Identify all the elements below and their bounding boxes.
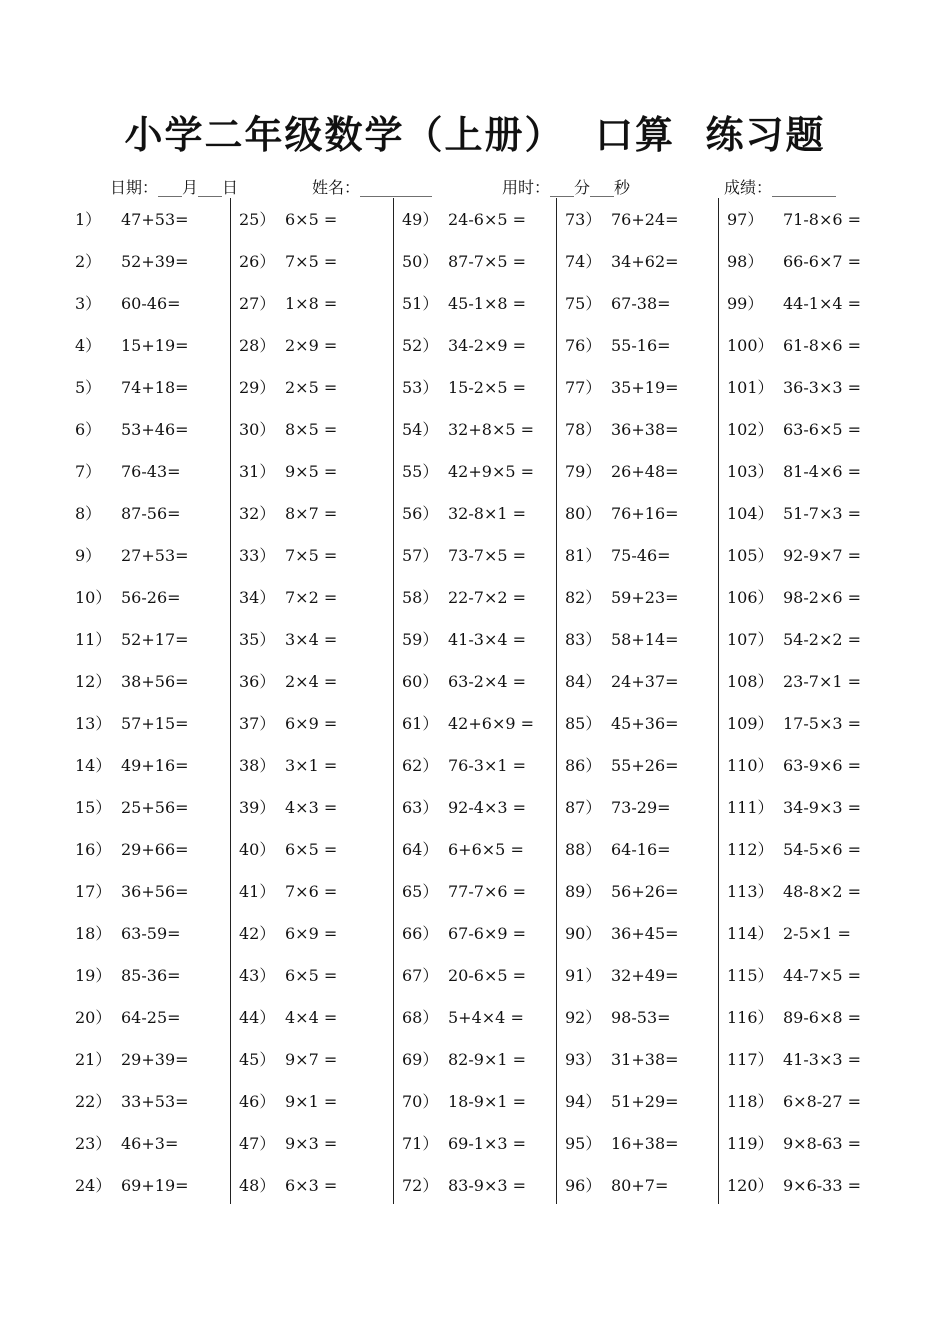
exercise-number: 85） [565,714,602,733]
exercise-number: 88） [565,840,602,859]
exercise-expression: 73-7×5 = [448,546,527,565]
exercise-number: 38） [239,756,276,775]
exercise-number: 91） [565,966,602,985]
exercise-number: 44） [239,1008,276,1027]
exercise-expression: 44-1×4 = [783,294,862,313]
exercise-expression: 76-43= [121,462,181,481]
exercise-expression: 53+46= [121,420,189,439]
exercise-number: 42） [239,924,276,943]
exercise-number: 24） [75,1176,112,1195]
exercise-expression: 16+38= [611,1134,679,1153]
exercise-number: 84） [565,672,602,691]
exercise-expression: 24-6×5 = [448,210,527,229]
exercise-number: 68） [402,1008,439,1027]
exercise-expression: 45-1×8 = [448,294,527,313]
exercise-column-4 [556,198,719,1204]
exercise-expression: 82-9×1 = [448,1050,527,1069]
exercise-column-3 [393,198,557,1204]
exercise-number: 64） [402,840,439,859]
exercise-number: 56） [402,504,439,523]
exercise-expression: 8×5 = [285,420,338,439]
exercise-expression: 36+38= [611,420,679,439]
exercise-number: 55） [402,462,439,481]
exercise-expression: 4×3 = [285,798,338,817]
exercise-expression: 54-2×2 = [783,630,862,649]
exercise-expression: 15+19= [121,336,189,355]
exercise-expression: 9×6-33 = [783,1176,862,1195]
exercise-number: 80） [565,504,602,523]
exercise-number: 25） [239,210,276,229]
exercise-number: 92） [565,1008,602,1027]
exercise-number: 7） [75,462,102,481]
exercise-expression: 8×7 = [285,504,338,523]
exercise-expression: 54-5×6 = [783,840,862,859]
exercise-number: 33） [239,546,276,565]
exercise-number: 23） [75,1134,112,1153]
exercise-number: 45） [239,1050,276,1069]
exercise-expression: 55+26= [611,756,679,775]
exercise-number: 3） [75,294,102,313]
exercise-expression: 76+24= [611,210,679,229]
exercise-number: 103） [727,462,774,481]
exercise-number: 22） [75,1092,112,1111]
exercise-number: 11） [75,630,112,649]
exercise-number: 75） [565,294,602,313]
exercise-number: 9） [75,546,102,565]
exercise-number: 71） [402,1134,439,1153]
exercise-expression: 52+39= [121,252,189,271]
exercise-expression: 80+7= [611,1176,669,1195]
exercise-number: 112） [727,840,774,859]
exercise-number: 74） [565,252,602,271]
exercise-expression: 55-16= [611,336,671,355]
exercise-expression: 7×6 = [285,882,338,901]
exercise-expression: 69+19= [121,1176,189,1195]
exercise-expression: 2-5×1 = [783,924,851,943]
exercise-number: 4） [75,336,102,355]
exercise-number: 20） [75,1008,112,1027]
exercise-number: 28） [239,336,276,355]
exercise-expression: 42+6×9 = [448,714,535,733]
exercise-number: 81） [565,546,602,565]
exercise-expression: 49+16= [121,756,189,775]
exercise-expression: 6×5 = [285,840,338,859]
exercise-number: 72） [402,1176,439,1195]
exercise-number: 1） [75,210,102,229]
exercise-number: 10） [75,588,112,607]
exercise-number: 34） [239,588,276,607]
exercise-expression: 51-7×3 = [783,504,862,523]
exercise-expression: 32-8×1 = [448,504,527,523]
exercise-expression: 3×1 = [285,756,338,775]
exercise-number: 21） [75,1050,112,1069]
exercise-expression: 9×7 = [285,1050,338,1069]
exercise-number: 41） [239,882,276,901]
exercise-number: 40） [239,840,276,859]
exercise-expression: 17-5×3 = [783,714,862,733]
exercise-number: 35） [239,630,276,649]
exercise-expression: 6×3 = [285,1176,338,1195]
exercise-expression: 45+36= [611,714,679,733]
exercise-expression: 6×9 = [285,714,338,733]
exercise-expression: 15-2×5 = [448,378,527,397]
exercise-expression: 71-8×6 = [783,210,862,229]
exercise-expression: 6×5 = [285,966,338,985]
exercise-number: 99） [727,294,764,313]
exercise-number: 62） [402,756,439,775]
exercise-expression: 2×4 = [285,672,338,691]
exercise-number: 93） [565,1050,602,1069]
exercise-expression: 41-3×4 = [448,630,527,649]
exercise-number: 70） [402,1092,439,1111]
exercise-number: 12） [75,672,112,691]
exercise-expression: 9×5 = [285,462,338,481]
exercise-number: 43） [239,966,276,985]
exercise-expression: 66-6×7 = [783,252,862,271]
exercise-expression: 59+23= [611,588,679,607]
exercise-expression: 2×5 = [285,378,338,397]
exercise-number: 53） [402,378,439,397]
exercise-column-1 [75,198,230,1204]
exercise-number: 96） [565,1176,602,1195]
exercise-expression: 69-1×3 = [448,1134,527,1153]
exercise-number: 107） [727,630,774,649]
exercise-expression: 35+19= [611,378,679,397]
exercise-number: 49） [402,210,439,229]
exercise-expression: 56-26= [121,588,181,607]
exercise-expression: 31+38= [611,1050,679,1069]
exercise-expression: 64-16= [611,840,671,859]
exercise-number: 119） [727,1134,774,1153]
exercise-expression: 9×3 = [285,1134,338,1153]
exercise-number: 36） [239,672,276,691]
exercise-expression: 27+53= [121,546,189,565]
date-field: 日期：___月___日 [110,178,239,197]
exercise-expression: 98-53= [611,1008,671,1027]
exercise-expression: 23-7×1 = [783,672,862,691]
exercise-expression: 64-25= [121,1008,181,1027]
exercise-number: 104） [727,504,774,523]
exercise-expression: 7×2 = [285,588,338,607]
exercise-expression: 41-3×3 = [783,1050,862,1069]
exercise-number: 115） [727,966,774,985]
exercise-number: 60） [402,672,439,691]
exercise-expression: 5+4×4 = [448,1008,524,1027]
exercise-expression: 34-9×3 = [783,798,862,817]
exercise-number: 5） [75,378,102,397]
exercise-expression: 52+17= [121,630,189,649]
exercise-number: 76） [565,336,602,355]
exercise-number: 89） [565,882,602,901]
exercise-expression: 81-4×6 = [783,462,862,481]
exercise-number: 114） [727,924,774,943]
exercise-number: 16） [75,840,112,859]
exercise-expression: 32+8×5 = [448,420,535,439]
exercise-expression: 36-3×3 = [783,378,862,397]
exercise-expression: 25+56= [121,798,189,817]
exercise-number: 30） [239,420,276,439]
exercise-number: 113） [727,882,774,901]
exercise-number: 27） [239,294,276,313]
exercise-expression: 6+6×5 = [448,840,524,859]
exercise-number: 90） [565,924,602,943]
exercise-number: 61） [402,714,439,733]
exercise-expression: 87-7×5 = [448,252,527,271]
exercise-expression: 6×8-27 = [783,1092,862,1111]
exercise-number: 29） [239,378,276,397]
exercise-number: 116） [727,1008,774,1027]
exercise-expression: 76+16= [611,504,679,523]
exercise-number: 59） [402,630,439,649]
exercise-expression: 75-46= [611,546,671,565]
exercise-number: 63） [402,798,439,817]
time-field: 用时：___分___秒 [502,178,631,197]
exercise-number: 8） [75,504,102,523]
exercise-number: 67） [402,966,439,985]
exercise-number: 50） [402,252,439,271]
exercise-expression: 56+26= [611,882,679,901]
exercise-number: 66） [402,924,439,943]
exercise-expression: 51+29= [611,1092,679,1111]
exercise-number: 118） [727,1092,774,1111]
exercise-number: 95） [565,1134,602,1153]
exercise-number: 6） [75,420,102,439]
exercise-number: 57） [402,546,439,565]
exercise-expression: 42+9×5 = [448,462,535,481]
exercise-number: 110） [727,756,774,775]
exercise-expression: 83-9×3 = [448,1176,527,1195]
exercise-expression: 24+37= [611,672,679,691]
exercise-number: 101） [727,378,774,397]
exercise-number: 87） [565,798,602,817]
exercise-expression: 46+3= [121,1134,179,1153]
exercise-expression: 58+14= [611,630,679,649]
exercise-expression: 29+66= [121,840,189,859]
exercise-number: 2） [75,252,102,271]
exercise-number: 109） [727,714,774,733]
exercise-expression: 74+18= [121,378,189,397]
exercise-expression: 47+53= [121,210,189,229]
exercise-expression: 92-9×7 = [783,546,862,565]
exercise-number: 37） [239,714,276,733]
exercise-expression: 63-2×4 = [448,672,527,691]
exercise-number: 94） [565,1092,602,1111]
exercise-expression: 32+49= [611,966,679,985]
exercise-number: 111） [727,798,774,817]
exercise-expression: 87-56= [121,504,181,523]
exercise-number: 82） [565,588,602,607]
exercise-number: 13） [75,714,112,733]
exercise-number: 79） [565,462,602,481]
page-title: 小学二年级数学（上册） 口算 练习题 [124,113,826,157]
exercise-expression: 29+39= [121,1050,189,1069]
exercise-number: 47） [239,1134,276,1153]
exercise-number: 14） [75,756,112,775]
exercise-number: 51） [402,294,439,313]
exercise-expression: 61-8×6 = [783,336,862,355]
exercise-expression: 48-8×2 = [783,882,862,901]
exercise-expression: 73-29= [611,798,671,817]
exercise-number: 18） [75,924,112,943]
exercise-expression: 63-59= [121,924,181,943]
exercise-number: 52） [402,336,439,355]
exercise-number: 15） [75,798,112,817]
exercise-expression: 9×1 = [285,1092,338,1111]
exercise-number: 31） [239,462,276,481]
exercise-expression: 36+56= [121,882,189,901]
exercise-expression: 57+15= [121,714,189,733]
exercise-number: 83） [565,630,602,649]
exercise-number: 102） [727,420,774,439]
exercise-expression: 34+62= [611,252,679,271]
exercise-expression: 20-6×5 = [448,966,527,985]
exercise-number: 78） [565,420,602,439]
exercise-expression: 63-6×5 = [783,420,862,439]
exercise-number: 108） [727,672,774,691]
exercise-column-2 [230,198,394,1204]
exercise-expression: 7×5 = [285,252,338,271]
exercise-number: 32） [239,504,276,523]
exercise-expression: 7×5 = [285,546,338,565]
exercise-number: 105） [727,546,774,565]
exercise-expression: 60-46= [121,294,181,313]
exercise-expression: 4×4 = [285,1008,338,1027]
exercise-number: 48） [239,1176,276,1195]
exercise-number: 65） [402,882,439,901]
exercise-number: 17） [75,882,112,901]
exercise-number: 39） [239,798,276,817]
exercise-expression: 76-3×1 = [448,756,527,775]
exercise-number: 19） [75,966,112,985]
exercise-expression: 9×8-63 = [783,1134,862,1153]
exercise-number: 98） [727,252,764,271]
exercise-expression: 26+48= [611,462,679,481]
exercise-expression: 92-4×3 = [448,798,527,817]
exercise-expression: 67-6×9 = [448,924,527,943]
exercise-number: 58） [402,588,439,607]
exercise-number: 100） [727,336,774,355]
exercise-number: 117） [727,1050,774,1069]
exercise-expression: 38+56= [121,672,189,691]
exercise-expression: 36+45= [611,924,679,943]
exercise-number: 69） [402,1050,439,1069]
exercise-number: 97） [727,210,764,229]
exercise-number: 73） [565,210,602,229]
exercise-number: 46） [239,1092,276,1111]
exercise-expression: 77-7×6 = [448,882,527,901]
exercise-expression: 1×8 = [285,294,338,313]
exercise-number: 120） [727,1176,774,1195]
exercise-expression: 44-7×5 = [783,966,862,985]
exercise-expression: 34-2×9 = [448,336,527,355]
exercise-expression: 63-9×6 = [783,756,862,775]
exercise-expression: 98-2×6 = [783,588,862,607]
name-field: 姓名：_________ [312,178,433,197]
exercise-expression: 85-36= [121,966,181,985]
exercise-expression: 3×4 = [285,630,338,649]
exercise-number: 26） [239,252,276,271]
exercise-expression: 2×9 = [285,336,338,355]
exercise-expression: 6×5 = [285,210,338,229]
exercise-expression: 6×9 = [285,924,338,943]
exercise-expression: 33+53= [121,1092,189,1111]
exercise-expression: 22-7×2 = [448,588,527,607]
exercise-expression: 18-9×1 = [448,1092,527,1111]
score-field: 成绩：________ [724,178,837,197]
exercise-expression: 67-38= [611,294,671,313]
exercise-number: 77） [565,378,602,397]
exercise-number: 106） [727,588,774,607]
exercise-number: 54） [402,420,439,439]
exercise-number: 86） [565,756,602,775]
exercise-expression: 89-6×8 = [783,1008,862,1027]
exercise-column-5 [718,198,879,1204]
